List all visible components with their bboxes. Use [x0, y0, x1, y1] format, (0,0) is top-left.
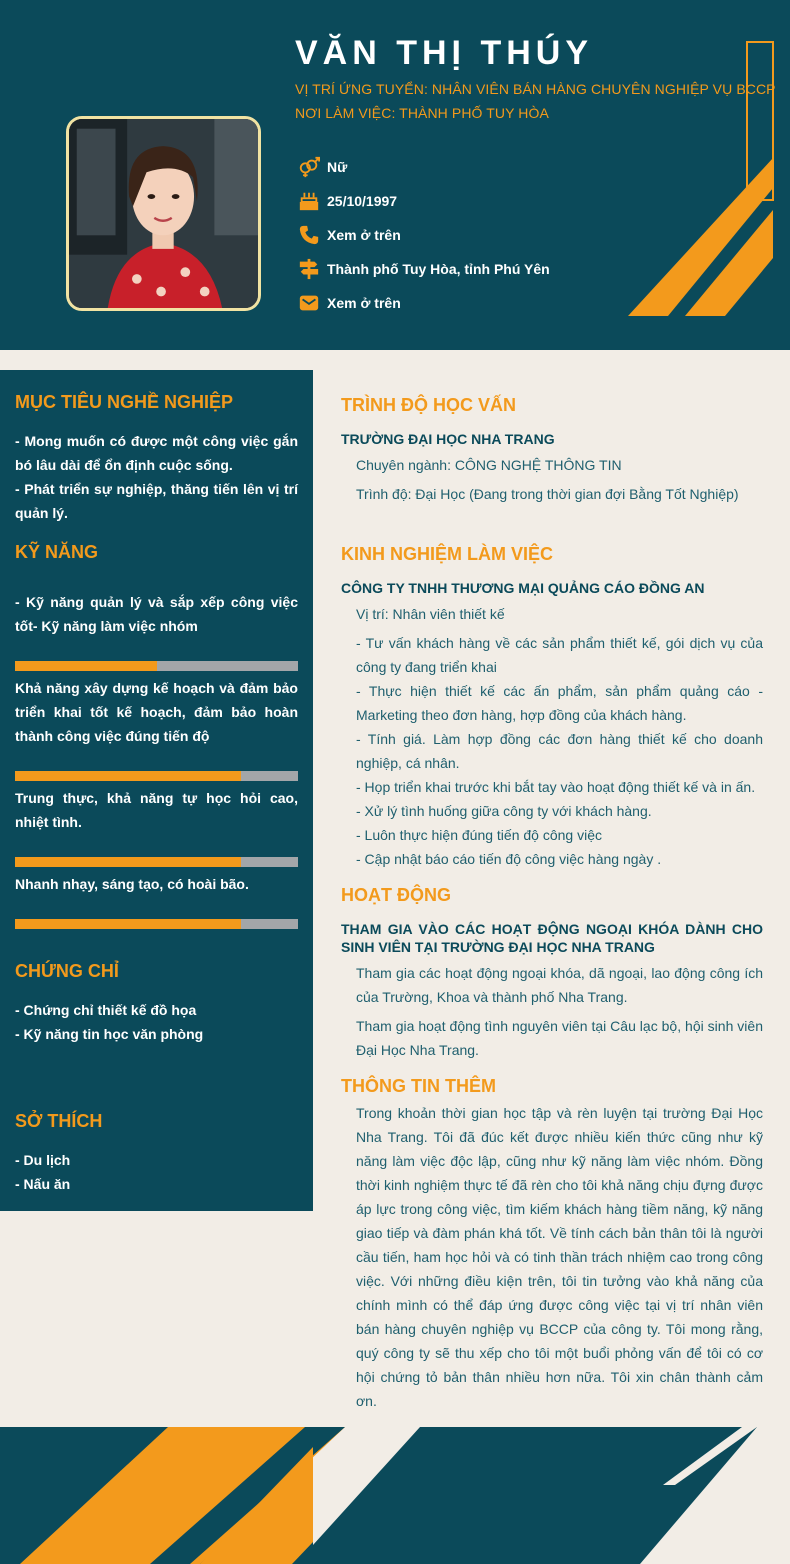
avatar-photo	[69, 119, 258, 308]
candidate-name: VĂN THỊ THÚY	[295, 34, 593, 72]
skill-item-3: Trung thực, khả năng tự học hỏi cao, nhiệt tình.	[15, 790, 298, 830]
applied-position: VỊ TRÍ ỨNG TUYỂN: NHÂN VIÊN BÁN HÀNG CHUYÊN NGHIỆP VỤ BCCP	[295, 81, 776, 97]
certificates-title: CHỨNG CHỈ	[15, 961, 119, 981]
birthday-text: 25/10/1997	[327, 193, 398, 209]
info-email	[298, 286, 550, 320]
certificates-section	[15, 961, 298, 982]
skill-bar-3	[15, 857, 298, 867]
skill-bar-fill-4	[15, 919, 241, 929]
cv-header	[0, 0, 790, 350]
skill-item-1: - Kỹ năng quản lý và sắp xếp công việc tốt- Kỹ năng làm việc nhóm	[15, 594, 298, 634]
experience-title: KINH NGHIỆM LÀM VIỆC	[341, 544, 554, 564]
signpost-icon	[298, 258, 320, 280]
gender-icon	[298, 156, 320, 178]
gender-text: Nữ	[327, 159, 348, 175]
skill-item-2: Khả năng xây dựng kế hoạch và đảm bảo triển khai tốt kế hoạch, đảm bảo hoàn thành công việc đúng tiến độ	[15, 680, 298, 744]
extra-text: Trong khoản thời gian học tập và rèn luyện tại trường Đại Học Nha Trang. Tôi đã đúc kết được nhiều kiến thức cũng như kỹ năng làm việc độc lập, cũng như kỹ năng làm việc nhóm. Đồng thời kinh nghiệm thực tế đã rèn cho tôi khả năng chịu đựng được áp lực trong công việc, tìm kiếm khách hàng tiềm năng, kỹ năng giao tiếp và đàm phán khá tốt. Về tính cách bản thân tôi là người cầu tiến, ham học hỏi và có tinh thần trách nhiệm cao trong công việc. Với những điều kiện trên, tôi tin tưởng vào khả năng của chính mình có thể đáp ứng được công việc tại vị trí nhân viên bán hàng chuyên nghiệp vụ BCCP của công ty. Tôi mong rằng, quý công ty sẽ thu xếp cho tôi một buổi phỏng vấn để tôi có cơ hội chứng tỏ bản thân nhiều hơn nữa. Tôi xin chân thành cảm ơn.	[356, 1105, 763, 1409]
skills-title: KỸ NĂNG	[15, 542, 99, 562]
birthday-cake-icon	[298, 190, 320, 212]
activities-text-1: Tham gia các hoạt động ngoại khóa, dã ngoại, lao động công ích của Trường, Khoa và thành phố Nha Trang.	[356, 965, 763, 1005]
objective-title: MỤC TIÊU NGHỀ NGHIỆP	[15, 392, 234, 412]
experience-duties: - Tư vấn khách hàng về các sản phẩm thiết kế, gói dịch vụ của công ty đang triển khai - Thực hiện thiết kế các ấn phẩm, sản phẩm quảng cáo - Marketing theo đơn hàng, hợp đồng của khách hàng. - Tính giá. Làm hợp đồng các đơn hàng thiết kế cho doanh nghiệp, cá nhân. - Họp triển khai trước khi bắt tay vào hoạt động thiết kế và in ấn. - Xử lý tình huống giữa công ty với khách hàng. - Luôn thực hiện đúng tiến độ công việc - Cập nhật báo cáo tiến độ công việc hàng ngày .	[356, 635, 763, 867]
address-text: Thành phố Tuy Hòa, tỉnh Phú Yên	[327, 261, 550, 277]
activities-heading: THAM GIA VÀO CÁC HOẠT ĐỘNG NGOẠI KHÓA DÀNH CHO SINH VIÊN TẠI TRƯỜNG ĐẠI HỌC NHA TRANG	[341, 921, 763, 955]
activities-text-2: Tham gia hoạt động tình nguyên viên tại Câu lạc bộ, hội sinh viên Đại Học Nha Trang.	[356, 1018, 763, 1058]
email-icon	[298, 292, 320, 314]
info-gender	[298, 150, 550, 184]
hobbies-title: SỞ THÍCH	[15, 1111, 103, 1131]
skill-bar-1	[15, 661, 298, 671]
skill-bar-fill-2	[15, 771, 241, 781]
skill-item-4: Nhanh nhạy, sáng tạo, có hoài bão.	[15, 876, 249, 892]
workplace: NƠI LÀM VIỆC: THÀNH PHỐ TUY HÒA	[295, 105, 549, 121]
extra-title: THÔNG TIN THÊM	[341, 1076, 496, 1096]
skill-bar-2	[15, 771, 298, 781]
education-school: TRƯỜNG ĐẠI HỌC NHA TRANG	[341, 431, 555, 447]
hobbies-text: - Du lịch - Nấu ăn	[15, 1152, 71, 1192]
info-birthday	[298, 184, 550, 218]
avatar	[66, 116, 261, 311]
certificates-text: - Chứng chỉ thiết kế đồ họa - Kỹ năng tin học văn phòng	[15, 1002, 204, 1042]
objective-section	[15, 392, 298, 413]
email-text: Xem ở trên	[327, 295, 401, 311]
skill-bar-fill-3	[15, 857, 241, 867]
experience-company: CÔNG TY TNHH THƯƠNG MẠI QUẢNG CÁO ĐỒNG AN	[341, 580, 705, 596]
hobbies-section	[15, 1111, 298, 1132]
education-level: Trình độ: Đại Học (Đang trong thời gian đợi Bằng Tốt Nghiệp)	[356, 486, 739, 502]
skill-bar-fill-1	[15, 661, 157, 671]
education-title: TRÌNH ĐỘ HỌC VẤN	[341, 395, 516, 415]
left-column	[0, 370, 313, 1211]
experience-role: Vị trí: Nhân viên thiết kế	[356, 606, 505, 622]
skill-bar-4	[15, 919, 298, 929]
info-phone	[298, 218, 550, 252]
skills-section	[15, 542, 298, 563]
personal-info	[298, 150, 550, 320]
education-major: Chuyên ngành: CÔNG NGHỆ THÔNG TIN	[356, 457, 622, 473]
footer-decoration	[0, 1427, 790, 1564]
activities-title: HOẠT ĐỘNG	[341, 885, 451, 905]
info-address	[298, 252, 550, 286]
objective-text: - Mong muốn có được một công việc gắn bó lâu dài để ổn định cuộc sống. - Phát triển sự nghiệp, thăng tiến lên vị trí quản lý.	[15, 433, 298, 521]
phone-text: Xem ở trên	[327, 227, 401, 243]
phone-icon	[298, 224, 320, 246]
